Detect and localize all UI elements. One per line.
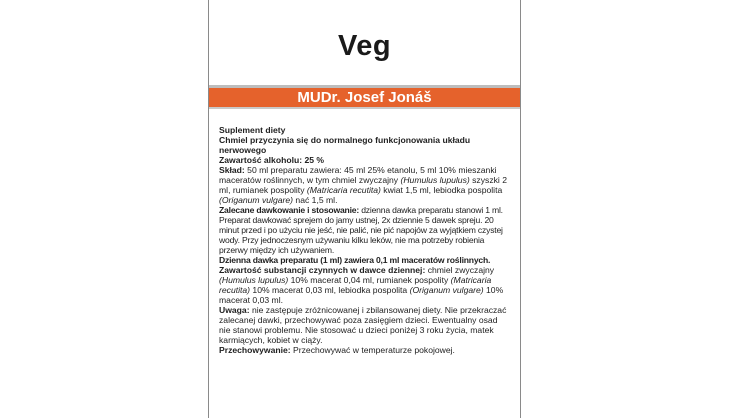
active-text: 10% macerat 0,04 ml, rumianek pospolity [288, 275, 451, 285]
storage-heading: Przechowywanie: [219, 345, 291, 355]
alcohol-content: Zawartość alkoholu: 25 % [219, 155, 325, 165]
dosage-text: dzienna dawka preparatu stanowi 1 ml. Preparat dawkować sprejem do jamy ustnej, 2x dziennie 5 dawek spreju. 20 minut przed i po użyciu nie jeść, nie palić, nie pić napojów za wyjątkiem czystej wody. Przy jednoczesnym używaniu kilku leków, nie ma potrzeby robienia przerwy między ich używaniem. [219, 205, 503, 255]
latin-name: (Matricaria recutita) [306, 185, 381, 195]
product-label [208, 0, 521, 418]
dosage [219, 205, 508, 255]
latin-name: (Humulus lupulus) [219, 275, 289, 285]
supplement-type: Suplement diety [219, 125, 286, 135]
active-substances [219, 265, 508, 305]
active-heading: Zawartość substancji czynnych w dawce dziennej: [219, 265, 426, 275]
storage [219, 345, 508, 355]
warning [219, 305, 508, 345]
composition-text: szyszki 2 ml, rumianek pospolity [219, 175, 507, 195]
composition [219, 165, 508, 205]
health-claim: Chmiel przyczynia się do normalnego funkcjonowania układu nerwowego [219, 135, 471, 155]
label-text [219, 125, 508, 355]
warning-text: nie zastępuje zróżnicowanej i zbilansowanej diety. Nie przekraczać zalecanej dawki, przechowywać poza zasięgiem dzieci. Ewentualny osad nie stanowi problemu. Nie stosować u dzieci poniżej 3 roku życia, matek karmiących, kobiet w ciąży. [219, 305, 507, 345]
composition-heading: Skład: [219, 165, 245, 175]
composition-text: kwiat 1,5 ml, lebiodka pospolita [380, 185, 503, 195]
dosage-heading: Zalecane dawkowanie i stosowanie: [219, 205, 360, 215]
latin-name: (Humulus lupulus) [400, 175, 470, 185]
warning-heading: Uwaga: [219, 305, 250, 315]
storage-text: Przechowywać w temperaturze pokojowej. [290, 345, 455, 355]
latin-name: (Matricaria recutita) [219, 275, 492, 295]
latin-name: (Origanum vulgare) [219, 195, 294, 205]
product-title: Veg [337, 30, 392, 62]
latin-name: (Origanum vulgare) [409, 285, 484, 295]
band-shadow-bottom [209, 107, 520, 109]
active-text: chmiel zwyczajny [425, 265, 495, 275]
daily-dose: Dzienna dawka preparatu (1 ml) zawiera 0,1 ml maceratów roślinnych. [219, 255, 491, 265]
composition-text: 50 ml preparatu zawiera: 45 ml 25% etanolu, 5 ml 10% mieszanki maceratów roślinnych, w tym chmiel zwyczajny [219, 165, 497, 185]
active-text: 10% macerat 0,03 ml, lebiodka pospolita [250, 285, 410, 295]
composition-text: nać 1,5 ml. [293, 195, 338, 205]
active-text: 10% macerat 0,03 ml. [219, 285, 504, 305]
author-band: MUDr. Josef Jonáš [209, 88, 520, 107]
